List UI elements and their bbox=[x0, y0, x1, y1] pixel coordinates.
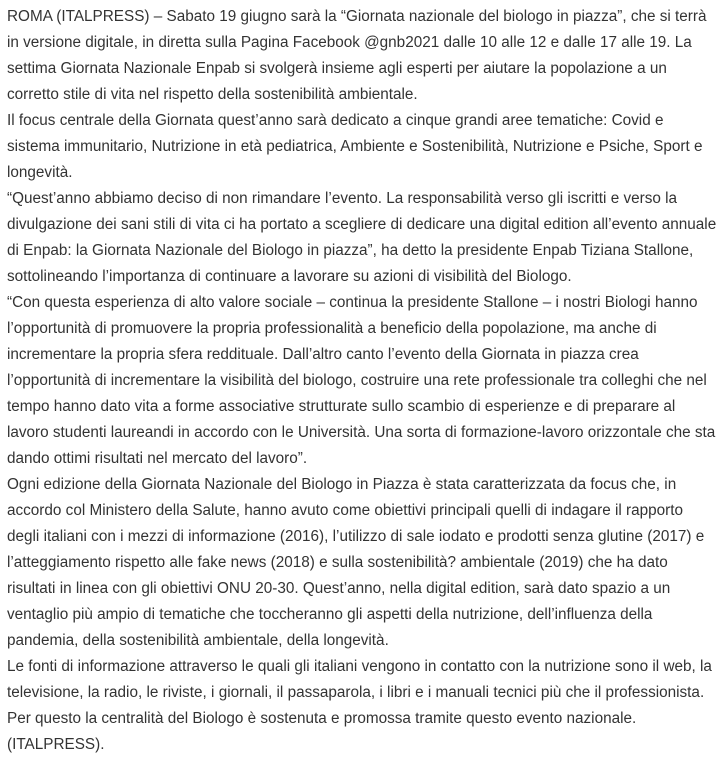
article-paragraph-2: Il focus centrale della Giornata quest’anno sarà dedicato a cinque grandi aree tematiche: Covid e sistema immunitario, Nutrizione in età pediatrica, Ambiente e Sostenibilità, Nutrizione e Psiche, Sport e longevità. bbox=[7, 112, 703, 181]
article-paragraph-3: “Quest’anno abbiamo deciso di non rimandare l’evento. La responsabilità verso gli iscritti e verso la divulgazione dei sani stili di vita ci ha portato a scegliere di dedicare una digital edition all’evento annuale di Enpab: la Giornata Nazionale del Biologo in piazza”, ha detto la presidente Enpab Tiziana Stallone, sottolineando l’importanza di continuare a lavorare su azioni di visibilità del Biologo. bbox=[7, 190, 717, 285]
article-paragraph-6: Le fonti di informazione attraverso le quali gli italiani vengono in contatto con la nutrizione sono il web, la televisione, la radio, le riviste, i giornali, il passaparola, i libri e i manuali tecnici più che il professionista. Per questo la centralità del Biologo è sostenuta e promossa tramite questo evento nazionale. bbox=[7, 658, 712, 727]
article-paragraph-4: “Con questa esperienza di alto valore sociale – continua la presidente Stallone – i nostri Biologi hanno l’opportunità di promuovere la propria professionalità a beneficio della popolazione, ma anche di incrementare la propria sfera reddituale. Dall’altro canto l’evento della Giornata in piazza crea l’opportunità di incrementare la visibilità del biologo, costruire una rete professionale tra colleghi che nel tempo hanno dato vita a forme associative strutturate sullo scambio di esperienze e di preparare al lavoro studenti laureandi in accordo con le Università. Una sorta di formazione-lavoro orizzontale che sta dando ottimi risultati nel mercato del lavoro”. bbox=[7, 294, 716, 467]
article-source-credit: (ITALPRESS). bbox=[7, 736, 105, 753]
article-paragraph-5: Ogni edizione della Giornata Nazionale del Biologo in Piazza è stata caratterizzata da focus che, in accordo col Ministero della Salute, hanno avuto come obiettivi principali quelli di indagare il rapporto degli italiani con i mezzi di informazione (2016), l’utilizzo di sale iodato e prodotti senza glutine (2017) e l’atteggiamento rispetto alle fake news (2018) e sulla sostenibilità? ambientale (2019) che ha dato risultati in linea con gli obiettivi ONU 20-30. Quest’anno, nella digital edition, sarà dato spazio a un ventaglio più ampio di tematiche che toccheranno gli aspetti della nutrizione, dell’influenza della pandemia, della sostenibilità ambientale, della longevità. bbox=[7, 476, 705, 649]
article-paragraph-1: ROMA (ITALPRESS) – Sabato 19 giugno sarà la “Giornata nazionale del biologo in piazza”, che si terrà in versione digitale, in diretta sulla Pagina Facebook @gnb2021 dalle 10 alle 12 e dalle 17 alle 19. La settima Giornata Nazionale Enpab si svolgerà insieme agli esperti per aiutare la popolazione a un corretto stile di vita nel rispetto della sostenibilità ambientale. bbox=[7, 8, 707, 103]
article-body bbox=[7, 4, 719, 758]
